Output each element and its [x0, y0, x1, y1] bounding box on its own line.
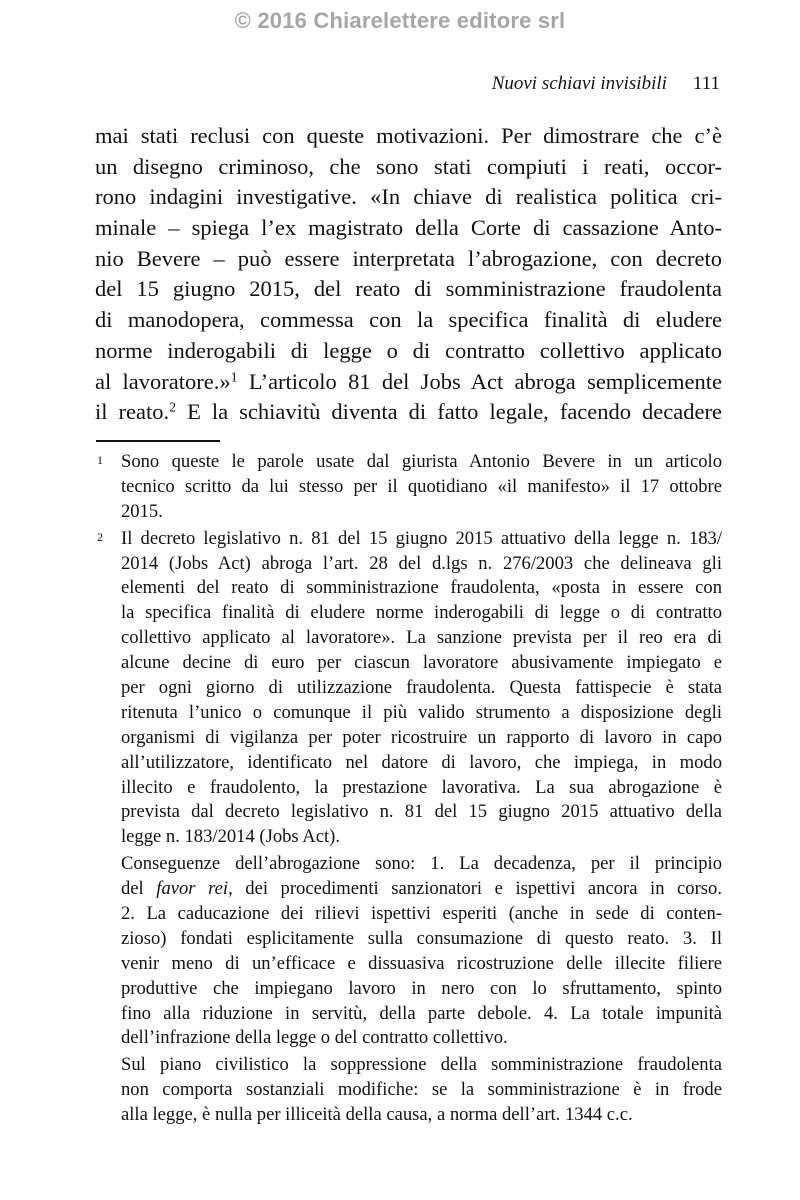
footnote-line: illecito e fraudolento, la prestazione lavorativa. La sua abrogazione è [121, 776, 722, 798]
footnote-ref-1[interactable]: 1 [230, 369, 238, 385]
footnote-line: prevista dal decreto legislativo n. 81 del 15 giugno 2015 attuativo della [121, 801, 722, 823]
footnote-line: per ogni giorno di utilizzazione fraudolenta. Questa fattispecie è stata [121, 677, 722, 699]
footnote-line: Sono queste le parole usate dal giurista Antonio Bevere in un articolo [121, 451, 722, 472]
copyright-watermark: © 2016 Chiarelettere editore srl [234, 8, 566, 33]
body-line: norme inderogabili di legge o di contratto collettivo applicato [95, 337, 722, 363]
footnote-line: non comporta sostanziali modifiche: se la somministrazione è in frode [121, 1079, 722, 1101]
footnote-line: tecnico scritto da lui stesso per il quotidiano «il manifesto» il 17 ottobre [121, 475, 722, 497]
footnote-paragraph [121, 450, 722, 525]
footnote-line: fino alla riduzione in servitù, della parte debole. 4. La totale impunità [121, 1002, 722, 1024]
footnote-line: 2. La caducazione dei rilievi ispettivi esperiti (anche in sede di conten- [121, 903, 722, 925]
footnote-line: elementi del reato di somministrazione fraudolenta, «posta in essere con [121, 577, 722, 599]
body-line: mai stati reclusi con queste motivazioni. Per dimostrare che c’è [95, 123, 722, 148]
body-line: minale – spiega l’ex magistrato della Corte di cassazione Anto- [95, 215, 722, 241]
footnote-line: Conseguenze dell’abrogazione sono: 1. La decadenza, per il principio [121, 853, 722, 875]
footnote-text-fragment: , dei procedimenti sanzionatori e ispettivi ancora in corso. [228, 878, 722, 900]
footnote-line: 2015. [121, 500, 163, 522]
body-line [95, 397, 722, 428]
footnote-line: legge n. 183/2014 (Jobs Act). [121, 826, 340, 848]
footnote-line: all’utilizzatore, identificato nel datore di lavoro, che impiega, in modo [121, 751, 722, 773]
main-body-text [95, 121, 722, 428]
footnote-number: 2 [97, 529, 103, 544]
footnote-ref-2[interactable]: 2 [169, 400, 177, 416]
footnote-line: produttive che impiegano lavoro in nero con lo sfruttamento, spinto [121, 977, 722, 999]
body-line: un disegno criminoso, che sono stati compiuti i reati, occor- [95, 153, 722, 179]
footnote-line: la specifica finalità di eludere norme inderogabili di legge o di contratto [121, 602, 722, 624]
footnote-paragraph [121, 852, 722, 1051]
footnote-line: zioso) fondati esplicitamente sulla consumazione di questo reato. 3. Il [121, 927, 722, 949]
footnote-line: collettivo applicato al lavoratore». La sanzione prevista per il reo era di [121, 627, 722, 649]
body-line: di manodopera, commessa con la specifica finalità di eludere [95, 307, 722, 333]
footnote-2 [96, 527, 722, 1128]
footnote-number: 1 [97, 453, 103, 467]
footnote-paragraph [121, 527, 722, 851]
page-number: 111 [692, 73, 720, 94]
footnote-line: Sul piano civilistico la soppressione della somministrazione fraudolenta [121, 1054, 722, 1076]
body-line: nio Bevere – può essere interpretata l’abrogazione, con decreto [95, 245, 722, 271]
body-text-fragment: al lavoratore.» [95, 368, 231, 394]
footnote-line: dell’infrazione della legge o del contratto collettivo. [121, 1027, 508, 1049]
footnote-line: 2014 (Jobs Act) abroga l’art. 28 del d.lgs n. 276/2003 che delineava gli [121, 552, 722, 574]
footnote-text-fragment: del [121, 878, 157, 900]
body-text-fragment: E la schiavitù diventa di fatto legale, facendo decadere [176, 399, 722, 425]
footnote-line: ritenuta l’unico o comunque il più valido strumento a disposizione degli [121, 701, 722, 723]
body-line: rono indagini investigative. «In chiave di realistica politica cri- [95, 184, 722, 210]
footnote-separator-rule [96, 440, 220, 442]
running-head-title: Nuovi schiavi invisibili [491, 73, 667, 94]
running-head [492, 73, 720, 95]
body-line [95, 367, 722, 398]
footnote-line: venir meno di un’efficace e dissuasiva ricostruzione delle illecite filiere [121, 952, 722, 974]
italic-term-favor-rei: favor rei [156, 878, 229, 900]
body-text-fragment: L’articolo 81 del Jobs Act abroga semplicemente [237, 368, 723, 394]
footnote-line: alcune decine di euro per ciascun lavoratore abusivamente impiegato e [121, 652, 722, 674]
footnote-paragraph [121, 1053, 722, 1128]
body-text-fragment: il reato. [95, 399, 170, 425]
footnote-line: alla legge, è nulla per illiceità della causa, a norma dell’art. 1344 c.c. [121, 1104, 633, 1126]
body-line: del 15 giugno 2015, del reato di somministrazione fraudolenta [95, 276, 722, 302]
footnote-line [121, 877, 722, 902]
footnote-line: Il decreto legislativo n. 81 del 15 giugno 2015 attuativo della legge n. 183/ [121, 527, 722, 549]
footnote-line: organismi di vigilanza per poter ricostruire un rapporto di lavoro in capo [121, 726, 722, 748]
footnotes-section [96, 450, 722, 1128]
footnote-1 [96, 450, 722, 525]
